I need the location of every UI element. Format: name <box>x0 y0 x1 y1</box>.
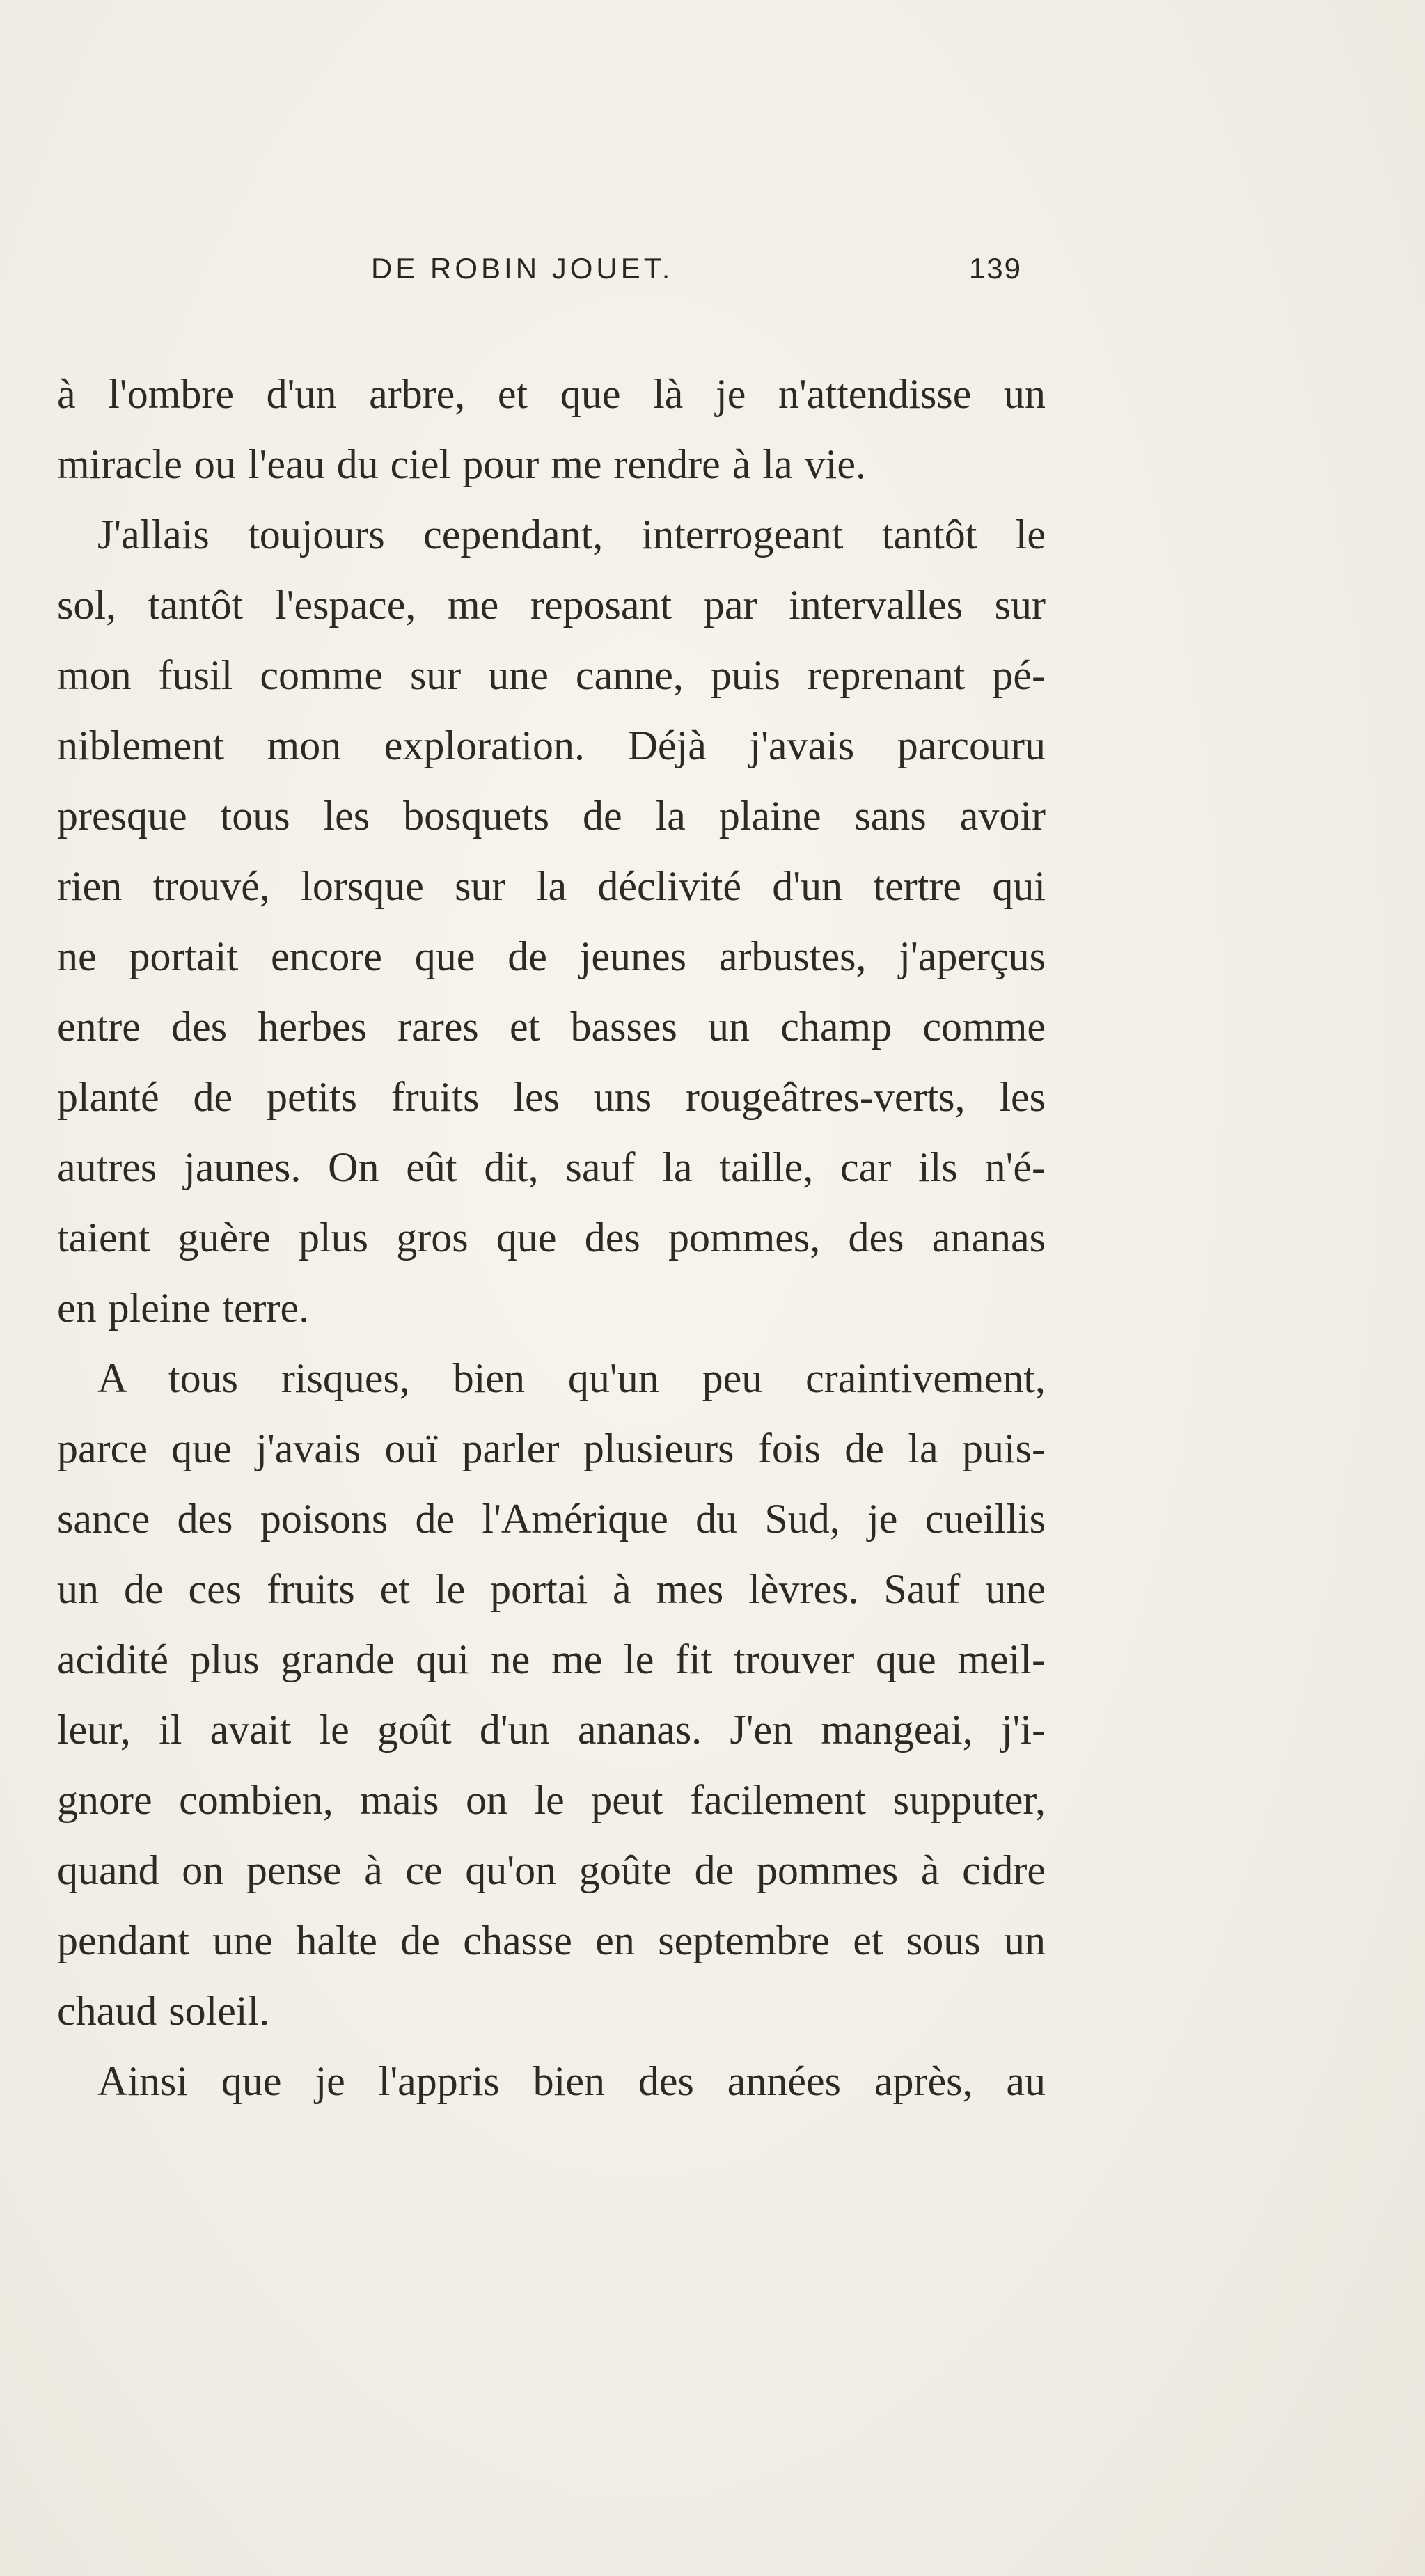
paragraph-first-line: J'allais toujours cependant, interrogeant tantôt le <box>97 512 1046 558</box>
text-line: parce que j'avais ouï parler plusieurs fois de la puis- <box>57 1425 1046 1471</box>
text-line: acidité plus grande qui ne me le fit trouver que meil- <box>57 1636 1046 1682</box>
body-text <box>57 359 1046 2117</box>
text-line: mon fusil comme sur une canne, puis reprenant pé- <box>57 652 1046 698</box>
running-title: DE ROBIN JOUET. <box>371 252 674 285</box>
text-line: leur, il avait le goût d'un ananas. J'en mangeai, j'i- <box>57 1707 1046 1753</box>
text-line: à l'ombre d'un arbre, et que là je n'attendisse un <box>57 371 1046 417</box>
text-line: chaud soleil. <box>57 1988 270 2034</box>
text-line: miracle ou l'eau du ciel pour me rendre à la vie. <box>57 441 866 487</box>
text-line: pendant une halte de chasse en septembre et sous un <box>57 1918 1046 1963</box>
text-line: en pleine terre. <box>57 1285 310 1331</box>
text-line: niblement mon exploration. Déjà j'avais parcouru <box>57 722 1046 768</box>
page-number: 139 <box>968 252 1022 285</box>
text-line: rien trouvé, lorsque sur la déclivité d'un tertre qui <box>57 863 1046 909</box>
text-line: sance des poisons de l'Amérique du Sud, je cueillis <box>57 1496 1046 1542</box>
text-line: planté de petits fruits les uns rougeâtres-verts, les <box>57 1074 1046 1120</box>
text-line: un de ces fruits et le portai à mes lèvres. Sauf une <box>57 1566 1046 1612</box>
paragraph-first-line: A tous risques, bien qu'un peu craintivement, <box>97 1355 1046 1401</box>
text-line: sol, tantôt l'espace, me reposant par intervalles sur <box>57 582 1046 628</box>
text-line: autres jaunes. On eût dit, sauf la taille, car ils n'é- <box>57 1144 1046 1190</box>
running-head <box>371 252 1022 301</box>
text-line: entre des herbes rares et basses un champ comme <box>57 1004 1046 1050</box>
paragraph-first-line: Ainsi que je l'appris bien des années après, au <box>97 2058 1046 2104</box>
text-line: presque tous les bosquets de la plaine sans avoir <box>57 793 1046 839</box>
text-line: taient guère plus gros que des pommes, des ananas <box>57 1215 1046 1261</box>
text-line: quand on pense à ce qu'on goûte de pommes à cidre <box>57 1847 1046 1893</box>
text-line: ne portait encore que de jeunes arbustes, j'aperçus <box>57 933 1046 979</box>
text-line: gnore combien, mais on le peut facilement supputer, <box>57 1777 1046 1823</box>
